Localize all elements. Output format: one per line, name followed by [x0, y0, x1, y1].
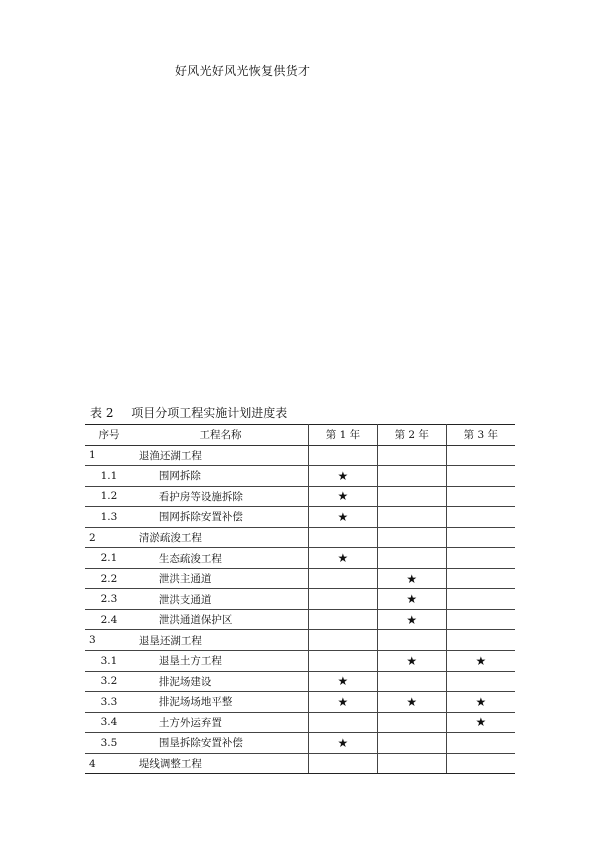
schedule-star-icon: ★ — [406, 592, 418, 607]
row-index-cell: 3 — [85, 630, 133, 651]
row-index-cell: 3.1 — [85, 651, 133, 672]
row-name-cell: 围网拆除安置补偿 — [133, 507, 309, 528]
schedule-star-icon: ★ — [337, 489, 349, 504]
schedule-star-icon: ★ — [406, 653, 418, 668]
row-year-1-cell — [309, 589, 378, 610]
table-row — [85, 466, 515, 487]
row-name-cell: 排泥场建设 — [133, 671, 309, 692]
schedule-star-icon: ★ — [337, 674, 349, 689]
schedule-star-icon: ★ — [406, 694, 418, 709]
table-caption-number: 表 2 — [90, 406, 114, 420]
row-index-cell: 2.3 — [85, 589, 133, 610]
column-header-year-3: 第 3 年 — [446, 425, 515, 446]
row-year-1-cell — [309, 568, 378, 589]
table-header-row — [85, 425, 515, 446]
row-name-cell: 排泥场场地平整 — [133, 692, 309, 713]
row-name-cell: 生态疏浚工程 — [133, 548, 309, 569]
row-year-2-cell — [377, 548, 446, 569]
table-row — [85, 651, 515, 672]
row-name-cell: 泄洪支通道 — [133, 589, 309, 610]
schedule-star-icon: ★ — [475, 653, 487, 668]
row-year-1-cell — [309, 753, 378, 774]
row-year-3-cell — [446, 671, 515, 692]
row-year-1-cell — [309, 527, 378, 548]
row-index-cell: 2 — [85, 527, 133, 548]
row-year-2-cell — [377, 486, 446, 507]
row-index-cell: 1.1 — [85, 466, 133, 487]
column-header-year-2: 第 2 年 — [377, 425, 446, 446]
row-year-1-cell — [309, 733, 378, 754]
page-header-text: 好风光好风光恢复供货才 — [175, 64, 311, 78]
row-index-cell: 3.2 — [85, 671, 133, 692]
table-row — [85, 692, 515, 713]
schedule-star-icon: ★ — [406, 612, 418, 627]
row-year-3-cell — [446, 651, 515, 672]
table-row — [85, 507, 515, 528]
row-index-cell: 2.2 — [85, 568, 133, 589]
row-year-3-cell — [446, 712, 515, 733]
column-header-name: 工程名称 — [133, 425, 309, 446]
row-year-3-cell — [446, 466, 515, 487]
row-year-3-cell — [446, 589, 515, 610]
row-year-3-cell — [446, 527, 515, 548]
column-header-index: 序号 — [85, 425, 133, 446]
row-year-2-cell — [377, 609, 446, 630]
row-year-2-cell — [377, 630, 446, 651]
row-year-2-cell — [377, 733, 446, 754]
table-row — [85, 548, 515, 569]
row-name-cell: 堤线调整工程 — [133, 753, 309, 774]
schedule-star-icon: ★ — [475, 694, 487, 709]
schedule-star-icon: ★ — [475, 715, 487, 730]
row-index-cell: 1 — [85, 445, 133, 466]
row-year-1-cell — [309, 507, 378, 528]
table-row — [85, 671, 515, 692]
row-year-1-cell — [309, 445, 378, 466]
schedule-star-icon: ★ — [337, 694, 349, 709]
row-year-1-cell — [309, 692, 378, 713]
schedule-star-icon: ★ — [337, 468, 349, 483]
row-index-cell: 3.4 — [85, 712, 133, 733]
row-name-cell: 泄洪主通道 — [133, 568, 309, 589]
row-year-2-cell — [377, 527, 446, 548]
schedule-star-icon: ★ — [337, 735, 349, 750]
row-year-3-cell — [446, 486, 515, 507]
row-year-2-cell — [377, 568, 446, 589]
row-year-3-cell — [446, 507, 515, 528]
row-name-cell: 退垦还湖工程 — [133, 630, 309, 651]
table-row — [85, 753, 515, 774]
row-index-cell: 3.3 — [85, 692, 133, 713]
row-name-cell: 土方外运弃置 — [133, 712, 309, 733]
row-year-2-cell — [377, 445, 446, 466]
row-name-cell: 退垦土方工程 — [133, 651, 309, 672]
schedule-table — [85, 424, 515, 774]
row-year-3-cell — [446, 568, 515, 589]
schedule-star-icon: ★ — [406, 571, 418, 586]
row-year-2-cell — [377, 466, 446, 487]
table-row — [85, 589, 515, 610]
row-index-cell: 1.3 — [85, 507, 133, 528]
row-year-3-cell — [446, 630, 515, 651]
table-row — [85, 445, 515, 466]
row-year-1-cell — [309, 466, 378, 487]
row-index-cell: 3.5 — [85, 733, 133, 754]
table-row — [85, 568, 515, 589]
table-row — [85, 486, 515, 507]
table-row — [85, 733, 515, 754]
row-index-cell: 2.1 — [85, 548, 133, 569]
column-header-year-1: 第 1 年 — [309, 425, 378, 446]
row-name-cell: 看护房等设施拆除 — [133, 486, 309, 507]
row-year-2-cell — [377, 589, 446, 610]
table-row — [85, 712, 515, 733]
row-name-cell: 泄洪通道保护区 — [133, 609, 309, 630]
row-year-2-cell — [377, 753, 446, 774]
row-year-2-cell — [377, 692, 446, 713]
row-name-cell: 退渔还湖工程 — [133, 445, 309, 466]
table-caption-title: 项目分项工程实施计划进度表 — [131, 406, 288, 420]
row-year-1-cell — [309, 630, 378, 651]
row-year-1-cell — [309, 486, 378, 507]
row-year-1-cell — [309, 671, 378, 692]
row-year-3-cell — [446, 609, 515, 630]
row-year-2-cell — [377, 671, 446, 692]
row-year-3-cell — [446, 733, 515, 754]
row-year-1-cell — [309, 548, 378, 569]
row-year-1-cell — [309, 609, 378, 630]
schedule-star-icon: ★ — [337, 551, 349, 566]
row-year-3-cell — [446, 753, 515, 774]
table-row — [85, 630, 515, 651]
table-row — [85, 609, 515, 630]
row-year-3-cell — [446, 445, 515, 466]
row-year-3-cell — [446, 548, 515, 569]
row-name-cell: 围垦拆除安置补偿 — [133, 733, 309, 754]
table-row — [85, 527, 515, 548]
row-year-1-cell — [309, 712, 378, 733]
row-year-3-cell — [446, 692, 515, 713]
row-year-2-cell — [377, 507, 446, 528]
row-name-cell: 清淤疏浚工程 — [133, 527, 309, 548]
row-index-cell: 2.4 — [85, 609, 133, 630]
row-year-1-cell — [309, 651, 378, 672]
row-index-cell: 4 — [85, 753, 133, 774]
table-caption — [90, 404, 287, 421]
row-year-2-cell — [377, 712, 446, 733]
row-index-cell: 1.2 — [85, 486, 133, 507]
schedule-star-icon: ★ — [337, 509, 349, 524]
row-name-cell: 围网拆除 — [133, 466, 309, 487]
row-year-2-cell — [377, 651, 446, 672]
